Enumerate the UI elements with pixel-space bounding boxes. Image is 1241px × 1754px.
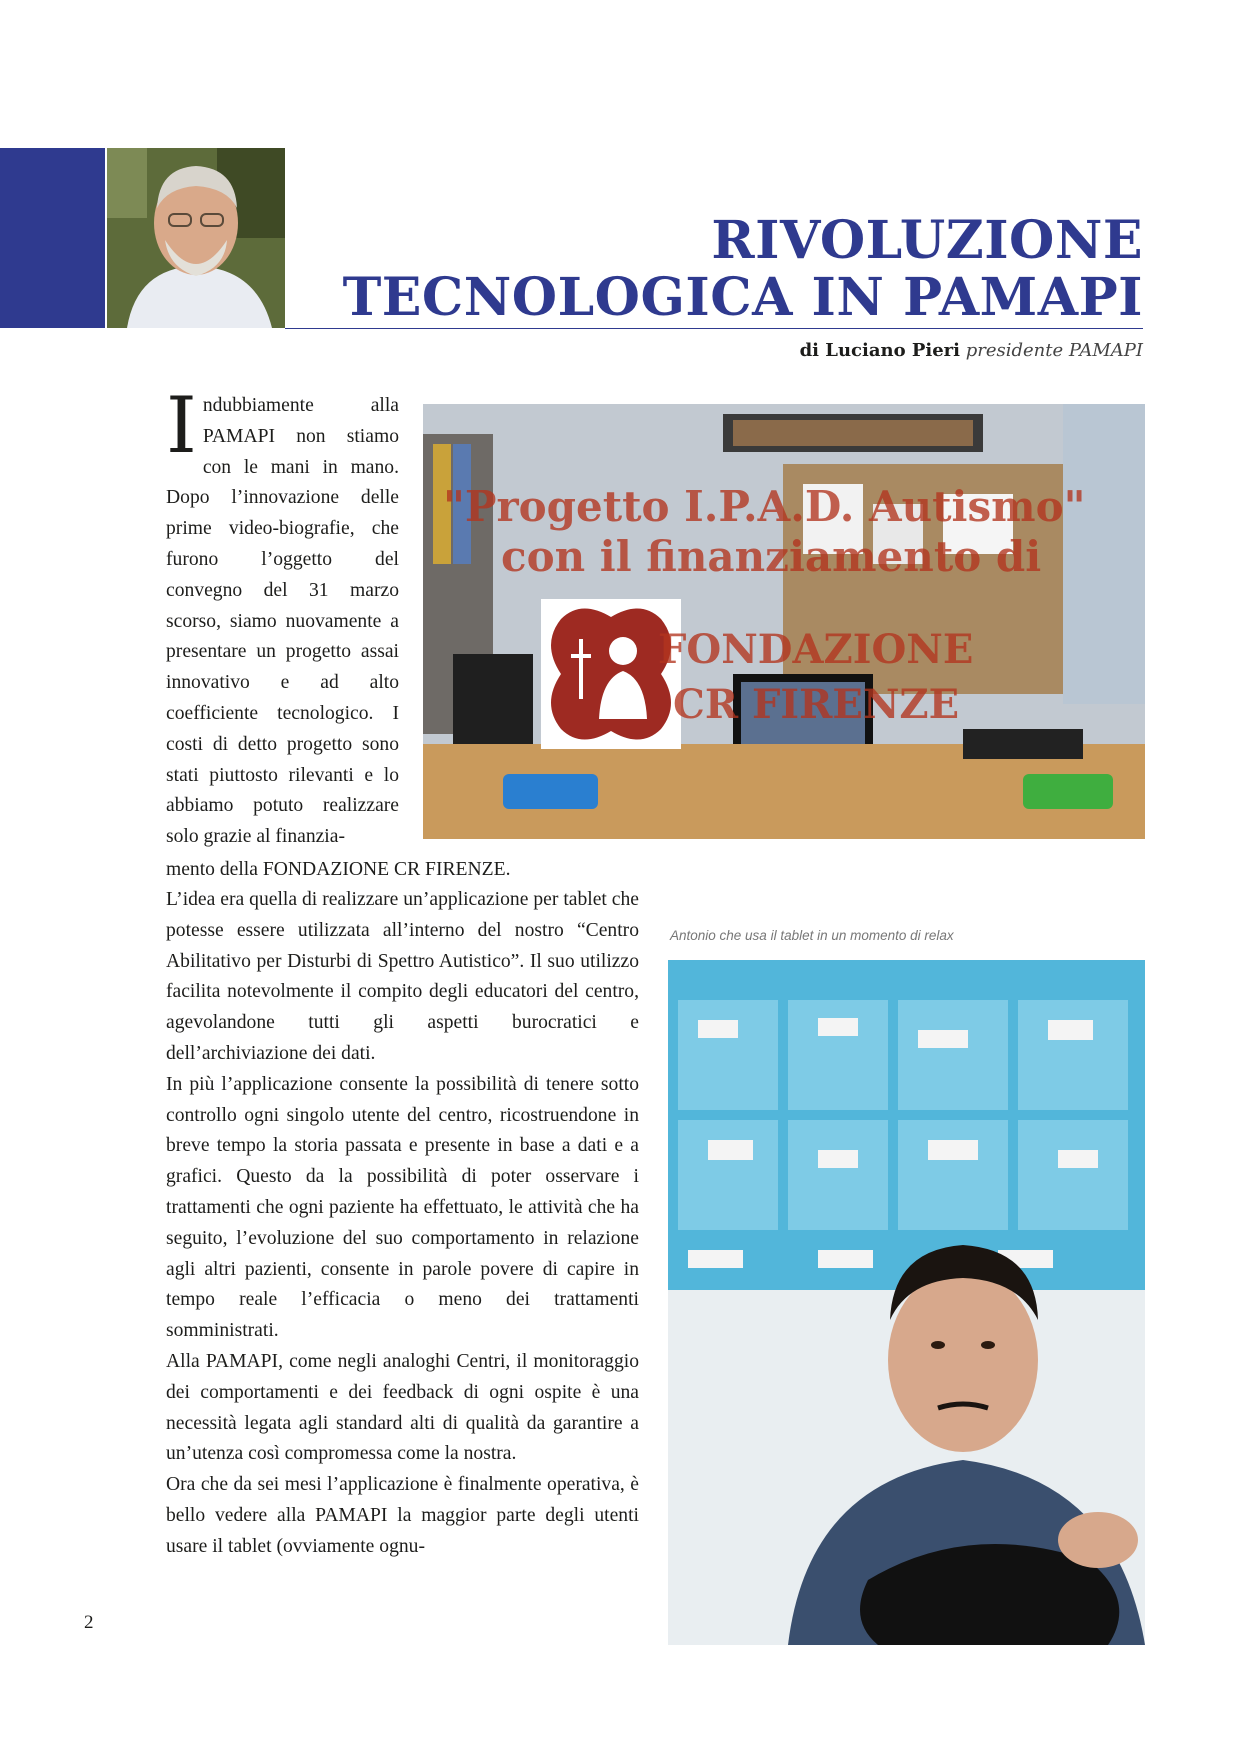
article-intro	[166, 381, 399, 853]
office-photo	[423, 404, 1145, 839]
byline	[800, 340, 1143, 361]
drop-cap: I	[166, 381, 197, 471]
paragraph: Ora che da sei mesi l’applicazione è finalmente operativa, è bello vedere alla PAMAPI la maggior parte degli utenti usare il tablet (ovviamente ognu-	[166, 1474, 639, 1557]
overlay-cr-firenze: CR FIRENZE	[673, 681, 960, 728]
antonio-photo	[668, 960, 1145, 1645]
intro-text: ndubbiamente alla PAMAPI non stiamo con le mani in mano. Dopo l’innovazione delle prime video-biografie, che furono l’oggetto del convegno del 31 marzo scorso, siamo nuovamente a presentare un progetto assai innovativo e ad alto coefficiente tecnologico. I costi di detto progetto sono stati piuttosto rilevanti e lo abbiamo potuto realizzare solo grazie al finanzia-	[166, 395, 399, 848]
article-title	[343, 212, 1143, 326]
paragraph: L’idea era quella di realizzare un’applicazione per tablet che potesse essere utilizzata all’interno del nostro “Centro Abilitativo per Disturbi di Spettro Autistico”. Il suo utilizzo facilita notevolmente il compito degli educatori del centro, agevolandone tutti gli aspetti burocratici e dell’archiviazione dei dati.	[166, 889, 639, 1064]
fondazione-logo	[541, 599, 681, 749]
title-line-1: RIVOLUZIONE	[711, 210, 1143, 271]
accent-bar	[0, 148, 105, 328]
title-divider	[285, 328, 1143, 329]
overlay-fondazione: FONDAZIONE	[658, 626, 974, 673]
page-number: 2	[84, 1612, 94, 1633]
overlay-project-title: "Progetto I.P.A.D. Autismo"	[443, 482, 1086, 531]
intro-text-end: mento della FONDAZIONE CR FIRENZE.	[166, 859, 511, 880]
paragraph: In più l’applicazione consente la possibilità di tenere sotto controllo ogni singolo utente del centro, ricostruendone in breve tempo la storia passata e presente in base a dati e a grafici. Questo da la possibilità di poter osservare i trattamenti che ogni paziente ha effettuato, le attività che ha seguito, l’evoluzione del suo comportamento in relazione agli altri pazienti, consente in parole povere di capire in tempo reale l’efficacia o meno dei trattamenti somministrati.	[166, 1073, 639, 1342]
author-photo	[107, 148, 285, 328]
article-body	[166, 885, 639, 1563]
author-role: presidente PAMAPI	[965, 340, 1143, 361]
photo-caption: Antonio che usa il tablet in un momento di relax	[670, 928, 954, 943]
author-name: di Luciano Pieri	[799, 340, 960, 361]
title-line-2: TECNOLOGICA IN PAMAPI	[342, 267, 1143, 328]
paragraph: Alla PAMAPI, come negli analoghi Centri, il monitoraggio dei comportamenti e dei feedback di ogni ospite è una necessità legata agli standard alti di qualità da garantire a un’utenza così compromessa come la nostra.	[166, 1350, 639, 1465]
overlay-funding-text: con il finanziamento di	[501, 532, 1042, 581]
